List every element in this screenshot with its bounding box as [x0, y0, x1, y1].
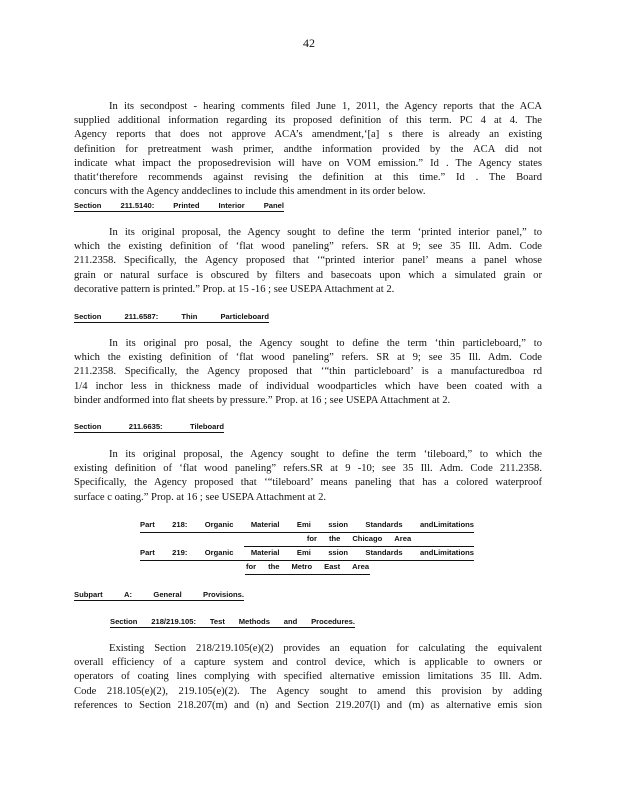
text-line: In its original proposal, the Agency sought to define the term ‘printed interior panel,” to [109, 227, 542, 238]
part-218-subtitle: for the Chicago Area [244, 533, 474, 547]
text-line: existing definition of ‘flat wood paneling” refers.SR at 9 -10; see 35 Ill. Adm. Code 211.2358. [74, 463, 542, 475]
text-line: Agency reports that does not approve ACA’s amendment,‘[a] s there is already an existing [74, 129, 542, 141]
paragraph-thin-particleboard [74, 337, 542, 408]
text-line: In its original proposal, the Agency sought to define the term ‘tileboard,” to which the [109, 449, 542, 460]
text-line: supplied additional information regarding its proposed definition of this term. PC 4 at 4. The [74, 115, 542, 127]
paragraph-tileboard [74, 448, 542, 505]
section-heading-thin-particleboard: Section 211.6587: Thin Particleboard [74, 312, 269, 321]
text-line: decorative pattern is printed.” Prop. at 15 -16 ; see USEPA Attachment at 2. [74, 283, 395, 295]
paragraph-printed-interior-panel [74, 226, 542, 297]
text-line: Existing Section 218/219.105(e)(2) provides an equation for calculating the equivalent [109, 643, 542, 654]
text-line: In its original pro posal, the Agency sought to define the term ‘thin particleboard,” to [109, 338, 542, 349]
text-line: concurs with the Agency anddeclines to include this amendment in its order below. [74, 186, 426, 198]
text-line: surface c oating.” Prop. at 16 ; see USEPA Attachment at 2. [74, 491, 327, 503]
text-line: Specifically, the Agency proposed that ‘“tileboard’ means paneling that has a colored waterproof [74, 477, 542, 489]
page-number: 42 [303, 36, 315, 50]
text-line: In its secondpost - hearing comments filed June 1, 2011, the Agency reports that the ACA [109, 101, 542, 112]
text-line: grain or natural surface is obscured by filters and basecoats upon which a simulated grain or [74, 269, 542, 281]
text-line: thatit‘therefore recommends against revising the definition at this time.” Id . The Board [74, 172, 542, 184]
paragraph-test-methods [74, 642, 542, 713]
subpart-heading: Subpart A: General Provisions. [74, 590, 244, 599]
text-line: overall efficiency of a capture system and control device, which is applicable to owners or [74, 657, 542, 669]
section-heading-test-methods: Section 218/219.105: Test Methods and Procedures. [110, 617, 355, 626]
text-line: definition for pretreatment wash primer, andthe information provided by the ACA did not [74, 143, 542, 155]
text-line: operators of coating lines complying with specified alternative emission limitations 35 Ill. Adm. [74, 671, 542, 683]
part-headings [140, 519, 474, 575]
text-line: 211.2358. Specifically, the Agency proposed that ‘“printed interior panel’ means a panel whose [74, 255, 542, 267]
part-219-title: Part 219: Organic Material Emi ssion Standards andLimitations [140, 547, 474, 561]
text-line: 211.2358. Specifically, the Agency proposed that ‘“thin particleboard’ is a manufacturedboa rd [74, 366, 542, 378]
text-line: 1/4 inchor less in thickness made of individual woodparticles which have been coated with a [74, 380, 542, 392]
text-line: which the existing definition of ‘flat wood paneling” refers. SR at 9; see 35 Ill. Adm. Code [74, 352, 542, 364]
text-line: which the existing definition of ‘flat wood paneling” refers. SR at 9; see 35 Ill. Adm. Code [74, 241, 542, 253]
part-219-subtitle: for the Metro East Area [245, 561, 370, 575]
section-heading-tileboard: Section 211.6635: Tileboard [74, 422, 224, 431]
text-line: binder andformed into flat sheets by pressure.” Prop. at 16 ; see USEPA Attachment at 2. [74, 394, 451, 406]
section-heading-printed-interior-panel: Section 211.5140: Printed Interior Panel [74, 201, 284, 210]
text-line: Code 218.105(e)(2), 219.105(e)(2). The Agency sought to amend this provision by adding [74, 685, 542, 697]
part-218-title: Part 218: Organic Material Emi ssion Standards andLimitations [140, 519, 474, 533]
text-line: indicate what impact the proposedrevision will have on VOM emission.” Id . The Agency states [74, 157, 542, 169]
paragraph-post-hearing-comments [74, 100, 542, 199]
text-line: references to Section 218.207(m) and (n) and Section 219.207(l) and (m) as alternative emis sion [74, 699, 542, 711]
